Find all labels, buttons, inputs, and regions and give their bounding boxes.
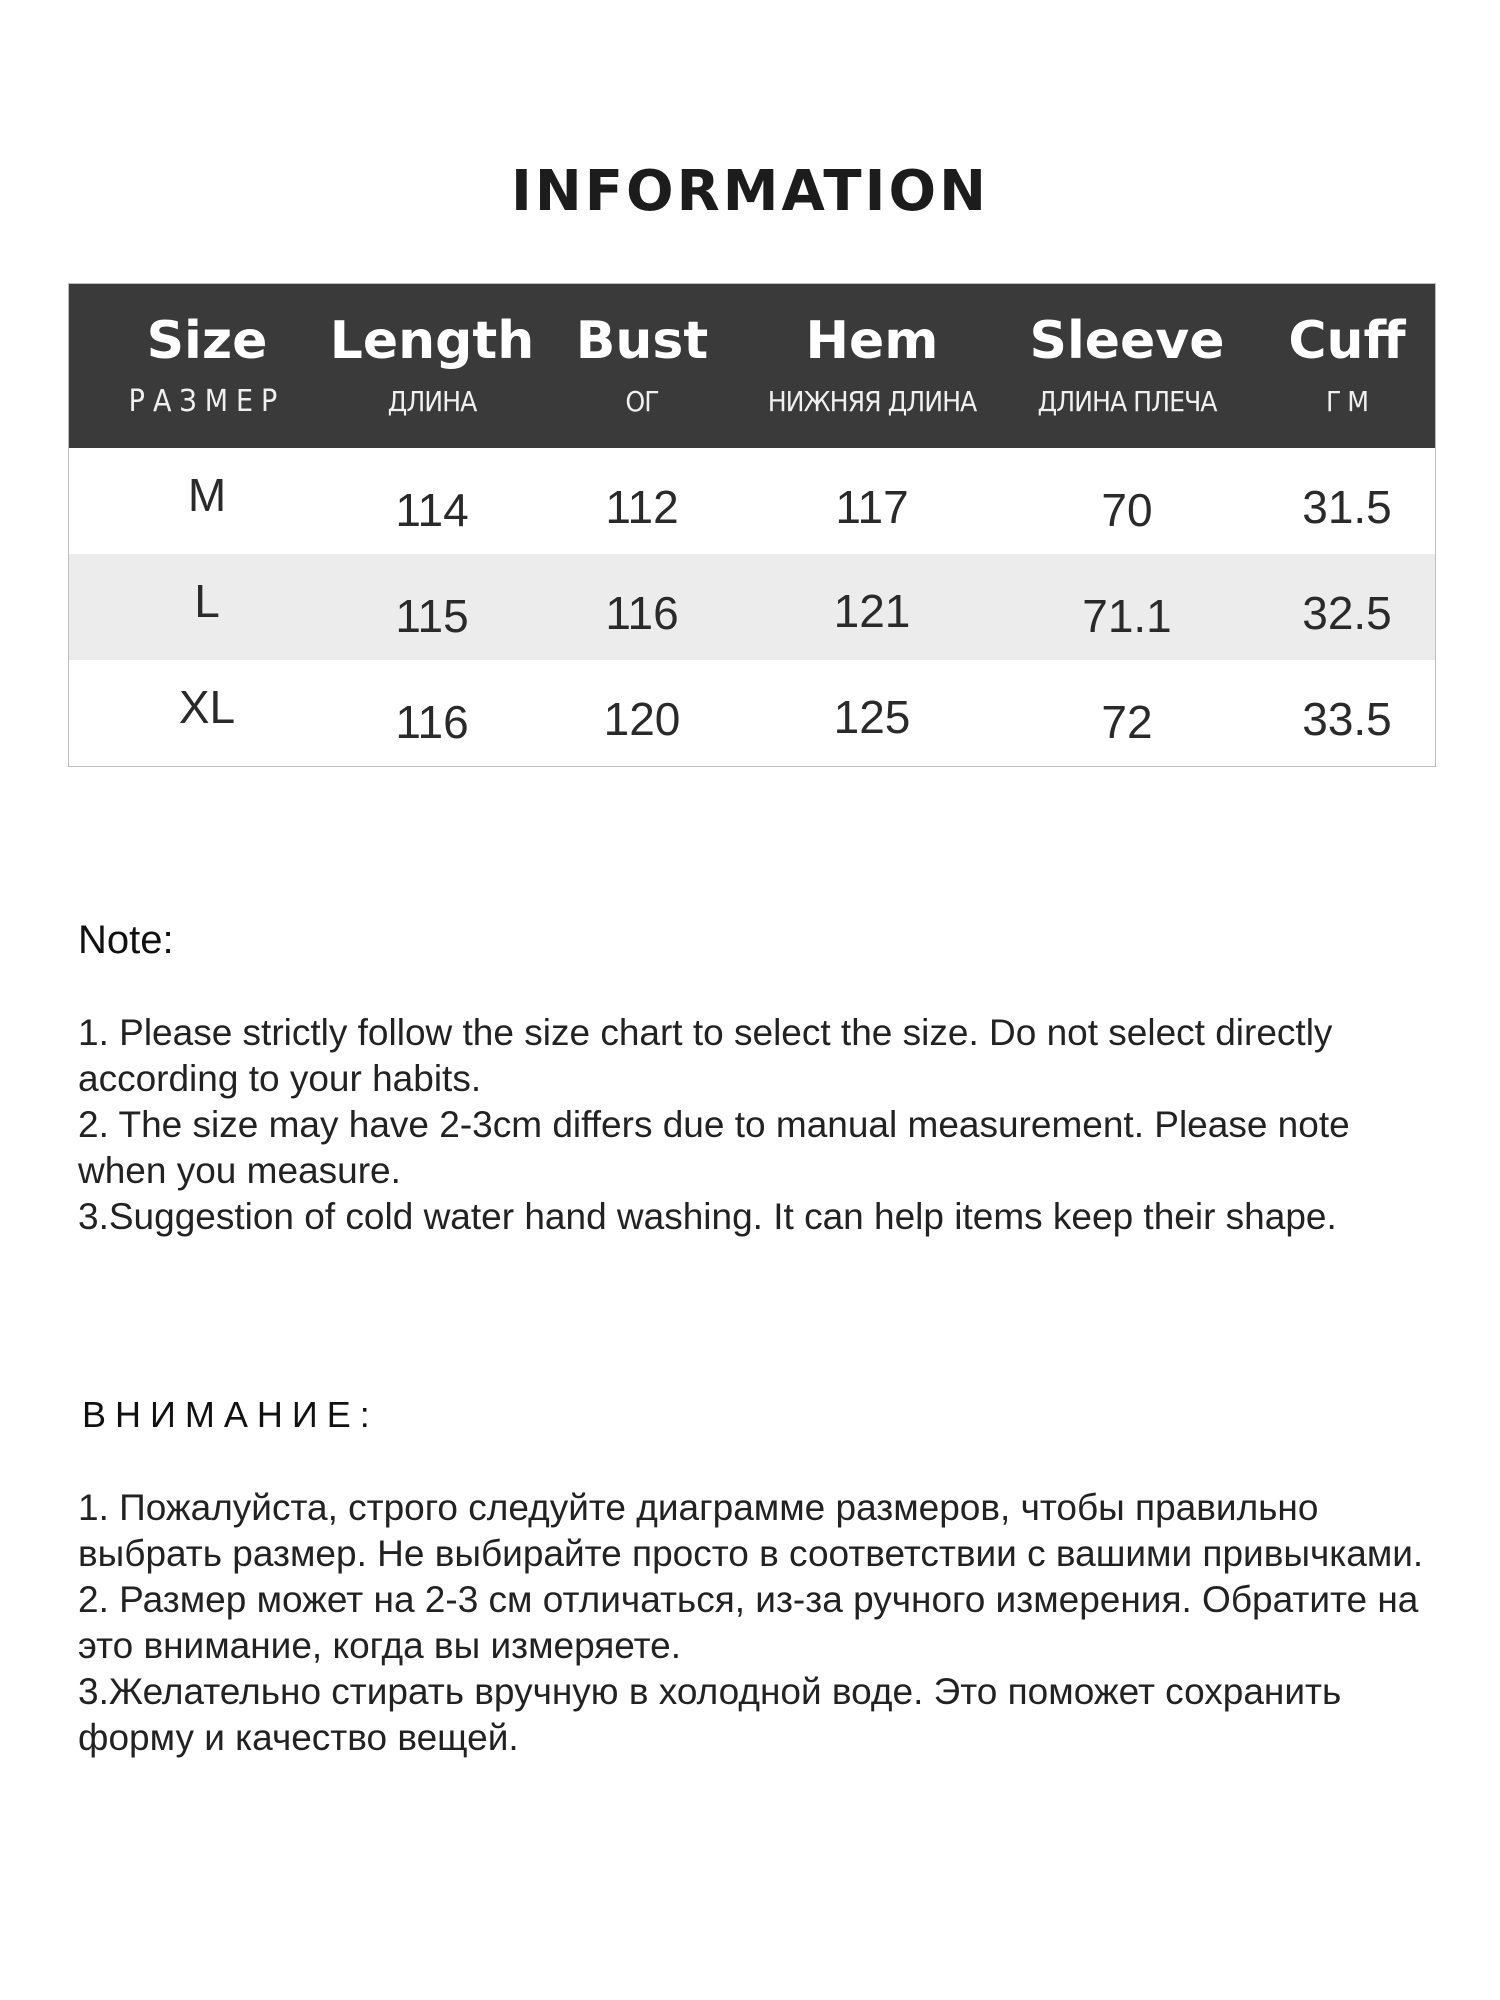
attention-item: 2. Размер может на 2-3 см отличаться, из-за ручного измерения. Обратите на это внимание, когда вы измеряете.: [78, 1579, 1419, 1666]
note-list: [78, 1010, 1418, 1240]
cell-size: M: [187, 469, 227, 521]
header-cuff-label-ru: Г М: [1325, 385, 1369, 418]
attention-heading: ВНИМАНИЕ:: [82, 1394, 379, 1435]
attention-item: 1. Пожалуйста, строго следуйте диаграмме размеров, чтобы правильно выбрать размер. Не выбирайте просто в соответствии с вашими привычками.: [78, 1487, 1424, 1574]
cell-hem: 121: [833, 585, 911, 637]
cell-sleeve: 70: [1101, 484, 1153, 536]
note-heading: Note:: [78, 918, 174, 962]
cell-bust: 120: [603, 693, 681, 745]
header-cuff: [1257, 284, 1437, 448]
header-cuff-label: Cuff: [1288, 311, 1406, 371]
attention-list: [78, 1485, 1438, 1761]
header-length: [327, 284, 537, 448]
cell-cuff: 33.5: [1302, 693, 1392, 745]
cell-hem: 117: [835, 481, 909, 533]
cell-hem: 125: [833, 691, 911, 743]
size-table: [68, 283, 1436, 767]
table-header: [69, 284, 1435, 448]
table-row: [69, 554, 1435, 660]
header-bust-label-ru: ОГ: [625, 385, 659, 418]
cell-cuff: 31.5: [1302, 481, 1392, 533]
cell-bust: 116: [605, 587, 679, 639]
cell-length: 116: [395, 696, 469, 748]
header-sleeve-label-ru: ДЛИНА ПЛЕЧА: [1037, 385, 1217, 418]
cell-sleeve: 72: [1101, 696, 1153, 748]
header-hem-label-ru: НИЖНЯЯ ДЛИНА: [767, 385, 977, 418]
cell-length: 115: [395, 590, 469, 642]
note-item: 2. The size may have 2-3cm differs due to manual measurement. Please note when you measure.: [78, 1104, 1350, 1191]
cell-bust: 112: [605, 481, 679, 533]
header-size-label-ru: РАЗМЕР: [128, 384, 286, 419]
cell-length: 114: [395, 484, 469, 536]
page-title: INFORMATION: [511, 159, 989, 224]
header-length-label: Length: [329, 311, 535, 371]
header-hem-label: Hem: [805, 311, 939, 371]
attention-item: 3.Желательно стирать вручную в холодной воде. Это поможет сохранить форму и качество вещей.: [78, 1671, 1342, 1758]
cell-size: XL: [178, 681, 236, 733]
cell-size: L: [194, 575, 220, 627]
note-item: 1. Please strictly follow the size chart to select the size. Do not select directly according to your habits.: [78, 1012, 1333, 1099]
table-row: [69, 660, 1435, 766]
header-sleeve-label: Sleeve: [1029, 311, 1225, 371]
header-bust: [537, 284, 747, 448]
note-item: 3.Suggestion of cold water hand washing. It can help items keep their shape.: [78, 1196, 1337, 1237]
header-size: [87, 284, 327, 448]
header-size-label: Size: [146, 311, 268, 371]
cell-cuff: 32.5: [1302, 587, 1392, 639]
header-bust-label: Bust: [575, 311, 709, 371]
table-row: [69, 448, 1435, 554]
cell-sleeve: 71.1: [1082, 590, 1172, 642]
header-sleeve: [997, 284, 1257, 448]
header-hem: [747, 284, 997, 448]
header-length-label-ru: ДЛИНА: [387, 385, 477, 418]
